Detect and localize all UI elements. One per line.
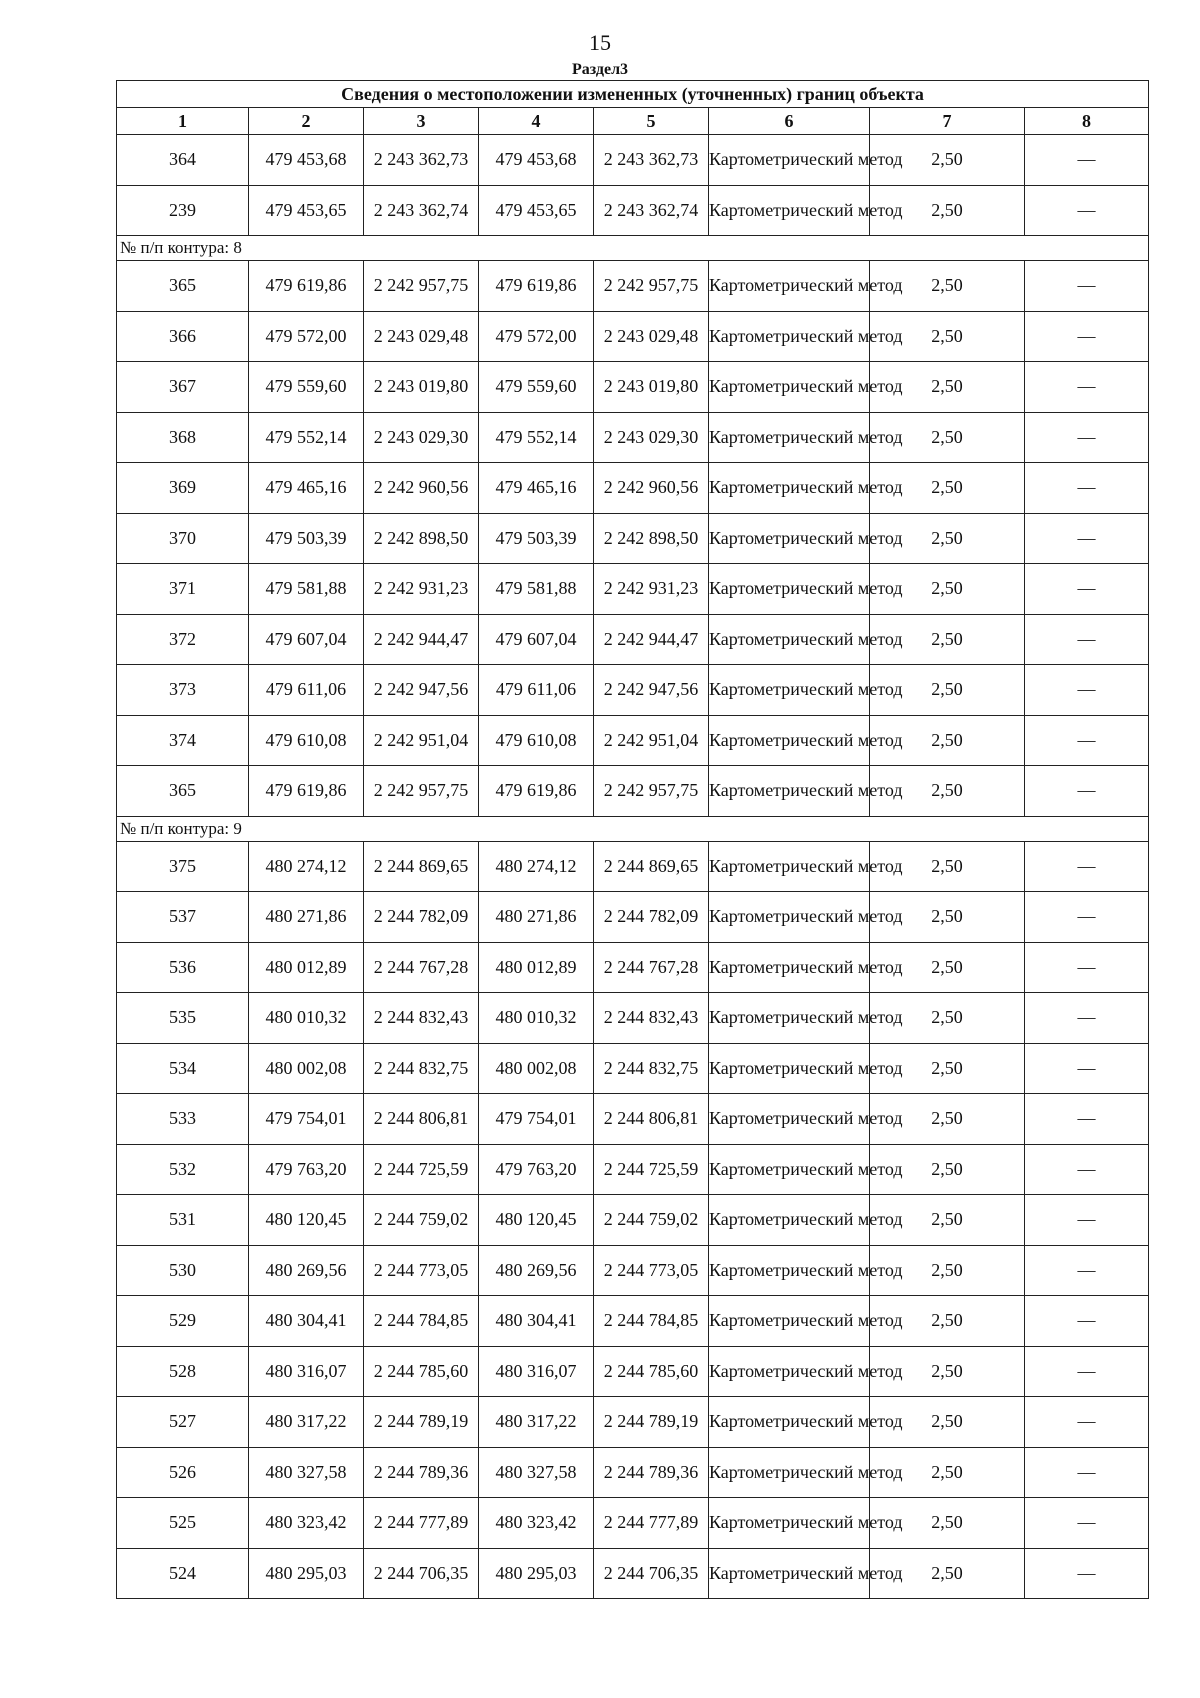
table-row xyxy=(117,841,1149,892)
cell-col-7: 2,50 xyxy=(870,1043,1025,1094)
contour-label: № п/п контура: 9 xyxy=(117,816,1149,841)
column-header-4: 4 xyxy=(479,108,594,135)
cell-col-4: 480 317,22 xyxy=(479,1397,594,1448)
cell-col-7: 2,50 xyxy=(870,766,1025,817)
cell-col-1: 369 xyxy=(117,463,249,514)
cell-col-3: 2 244 789,19 xyxy=(364,1397,479,1448)
cell-col-2: 479 619,86 xyxy=(249,766,364,817)
cell-col-3: 2 242 898,50 xyxy=(364,513,479,564)
cell-col-7: 2,50 xyxy=(870,1447,1025,1498)
cell-col-5: 2 244 785,60 xyxy=(594,1346,709,1397)
column-header-7: 7 xyxy=(870,108,1025,135)
cell-col-6: Картометрический метод xyxy=(709,185,870,236)
cell-col-8: — xyxy=(1025,1346,1149,1397)
cell-col-2: 479 453,65 xyxy=(249,185,364,236)
column-header-8: 8 xyxy=(1025,108,1149,135)
page-number: 15 xyxy=(589,30,611,55)
table-row xyxy=(117,1296,1149,1347)
cell-col-7: 2,50 xyxy=(870,135,1025,186)
cell-col-1: 368 xyxy=(117,412,249,463)
cell-col-1: 533 xyxy=(117,1094,249,1145)
table-row xyxy=(117,1397,1149,1448)
cell-col-1: 530 xyxy=(117,1245,249,1296)
cell-col-2: 480 304,41 xyxy=(249,1296,364,1347)
cell-col-6: Картометрический метод xyxy=(709,1548,870,1599)
cell-col-2: 479 619,86 xyxy=(249,261,364,312)
cell-col-4: 480 323,42 xyxy=(479,1498,594,1549)
cell-col-1: 527 xyxy=(117,1397,249,1448)
cell-col-1: 374 xyxy=(117,715,249,766)
table-row xyxy=(117,362,1149,413)
cell-col-5: 2 242 944,47 xyxy=(594,614,709,665)
cell-col-8: — xyxy=(1025,766,1149,817)
cell-col-7: 2,50 xyxy=(870,1296,1025,1347)
cell-col-6: Картометрический метод xyxy=(709,1296,870,1347)
table-row xyxy=(117,1245,1149,1296)
cell-col-1: 535 xyxy=(117,993,249,1044)
cell-col-7: 2,50 xyxy=(870,614,1025,665)
cell-col-1: 239 xyxy=(117,185,249,236)
cell-col-5: 2 242 960,56 xyxy=(594,463,709,514)
cell-col-8: — xyxy=(1025,463,1149,514)
cell-col-6: Картометрический метод xyxy=(709,1346,870,1397)
cell-col-4: 479 453,68 xyxy=(479,135,594,186)
cell-col-7: 2,50 xyxy=(870,1094,1025,1145)
cell-col-5: 2 244 832,75 xyxy=(594,1043,709,1094)
cell-col-8: — xyxy=(1025,1195,1149,1246)
cell-col-6: Картометрический метод xyxy=(709,841,870,892)
cell-col-5: 2 242 951,04 xyxy=(594,715,709,766)
cell-col-6: Картометрический метод xyxy=(709,1195,870,1246)
cell-col-2: 480 271,86 xyxy=(249,892,364,943)
cell-col-6: Картометрический метод xyxy=(709,135,870,186)
cell-col-3: 2 242 944,47 xyxy=(364,614,479,665)
table-row xyxy=(117,993,1149,1044)
cell-col-6: Картометрический метод xyxy=(709,1447,870,1498)
cell-col-6: Картометрический метод xyxy=(709,993,870,1044)
table-row xyxy=(117,715,1149,766)
cell-col-6: Картометрический метод xyxy=(709,513,870,564)
cell-col-7: 2,50 xyxy=(870,1195,1025,1246)
column-header-6: 6 xyxy=(709,108,870,135)
cell-col-1: 367 xyxy=(117,362,249,413)
cell-col-6: Картометрический метод xyxy=(709,892,870,943)
contour-row xyxy=(117,816,1149,841)
cell-col-2: 480 327,58 xyxy=(249,1447,364,1498)
cell-col-4: 479 611,06 xyxy=(479,665,594,716)
cell-col-6: Картометрический метод xyxy=(709,1144,870,1195)
cell-col-8: — xyxy=(1025,942,1149,993)
cell-col-1: 372 xyxy=(117,614,249,665)
cell-col-5: 2 243 362,74 xyxy=(594,185,709,236)
cell-col-6: Картометрический метод xyxy=(709,261,870,312)
cell-col-2: 479 453,68 xyxy=(249,135,364,186)
table-row xyxy=(117,412,1149,463)
table-row xyxy=(117,1043,1149,1094)
cell-col-1: 375 xyxy=(117,841,249,892)
table-row xyxy=(117,1094,1149,1145)
cell-col-7: 2,50 xyxy=(870,261,1025,312)
cell-col-1: 537 xyxy=(117,892,249,943)
cell-col-3: 2 242 947,56 xyxy=(364,665,479,716)
cell-col-4: 479 465,16 xyxy=(479,463,594,514)
cell-col-7: 2,50 xyxy=(870,1144,1025,1195)
cell-col-4: 479 754,01 xyxy=(479,1094,594,1145)
cell-col-2: 480 274,12 xyxy=(249,841,364,892)
column-header-5: 5 xyxy=(594,108,709,135)
cell-col-2: 480 120,45 xyxy=(249,1195,364,1246)
cell-col-7: 2,50 xyxy=(870,412,1025,463)
cell-col-7: 2,50 xyxy=(870,841,1025,892)
table-row xyxy=(117,1144,1149,1195)
cell-col-8: — xyxy=(1025,261,1149,312)
cell-col-4: 480 012,89 xyxy=(479,942,594,993)
cell-col-5: 2 242 947,56 xyxy=(594,665,709,716)
cell-col-3: 2 244 869,65 xyxy=(364,841,479,892)
cell-col-2: 479 503,39 xyxy=(249,513,364,564)
cell-col-3: 2 243 362,73 xyxy=(364,135,479,186)
cell-col-7: 2,50 xyxy=(870,665,1025,716)
cell-col-8: — xyxy=(1025,135,1149,186)
cell-col-2: 479 763,20 xyxy=(249,1144,364,1195)
cell-col-7: 2,50 xyxy=(870,715,1025,766)
cell-col-5: 2 242 957,75 xyxy=(594,261,709,312)
cell-col-1: 373 xyxy=(117,665,249,716)
cell-col-4: 479 763,20 xyxy=(479,1144,594,1195)
cell-col-5: 2 244 777,89 xyxy=(594,1498,709,1549)
cell-col-4: 480 316,07 xyxy=(479,1346,594,1397)
cell-col-8: — xyxy=(1025,892,1149,943)
cell-col-4: 479 619,86 xyxy=(479,766,594,817)
table-row xyxy=(117,513,1149,564)
table-row xyxy=(117,1548,1149,1599)
cell-col-1: 365 xyxy=(117,766,249,817)
column-header-2: 2 xyxy=(249,108,364,135)
cell-col-4: 480 120,45 xyxy=(479,1195,594,1246)
cell-col-6: Картометрический метод xyxy=(709,463,870,514)
cell-col-8: — xyxy=(1025,1447,1149,1498)
cell-col-8: — xyxy=(1025,665,1149,716)
cell-col-5: 2 244 773,05 xyxy=(594,1245,709,1296)
cell-col-7: 2,50 xyxy=(870,513,1025,564)
cell-col-2: 480 010,32 xyxy=(249,993,364,1044)
cell-col-2: 479 559,60 xyxy=(249,362,364,413)
cell-col-5: 2 242 931,23 xyxy=(594,564,709,615)
cell-col-2: 480 269,56 xyxy=(249,1245,364,1296)
cell-col-2: 479 572,00 xyxy=(249,311,364,362)
cell-col-6: Картометрический метод xyxy=(709,665,870,716)
table-row xyxy=(117,766,1149,817)
cell-col-8: — xyxy=(1025,1144,1149,1195)
cell-col-3: 2 244 789,36 xyxy=(364,1447,479,1498)
cell-col-3: 2 244 725,59 xyxy=(364,1144,479,1195)
cell-col-5: 2 244 832,43 xyxy=(594,993,709,1044)
cell-col-1: 370 xyxy=(117,513,249,564)
cell-col-1: 534 xyxy=(117,1043,249,1094)
cell-col-3: 2 244 784,85 xyxy=(364,1296,479,1347)
cell-col-3: 2 243 362,74 xyxy=(364,185,479,236)
cell-col-3: 2 244 785,60 xyxy=(364,1346,479,1397)
cell-col-6: Картометрический метод xyxy=(709,614,870,665)
cell-col-3: 2 244 832,43 xyxy=(364,993,479,1044)
cell-col-5: 2 244 869,65 xyxy=(594,841,709,892)
table-caption: Сведения о местоположении измененных (уточненных) границ объекта xyxy=(117,81,1149,108)
cell-col-3: 2 244 773,05 xyxy=(364,1245,479,1296)
cell-col-3: 2 244 832,75 xyxy=(364,1043,479,1094)
cell-col-3: 2 244 706,35 xyxy=(364,1548,479,1599)
cell-col-8: — xyxy=(1025,412,1149,463)
cell-col-4: 479 572,00 xyxy=(479,311,594,362)
cell-col-2: 480 002,08 xyxy=(249,1043,364,1094)
cell-col-6: Картометрический метод xyxy=(709,715,870,766)
cell-col-7: 2,50 xyxy=(870,185,1025,236)
cell-col-3: 2 242 931,23 xyxy=(364,564,479,615)
cell-col-7: 2,50 xyxy=(870,463,1025,514)
cell-col-4: 480 010,32 xyxy=(479,993,594,1044)
cell-col-2: 479 581,88 xyxy=(249,564,364,615)
cell-col-5: 2 244 706,35 xyxy=(594,1548,709,1599)
cell-col-7: 2,50 xyxy=(870,362,1025,413)
cell-col-1: 528 xyxy=(117,1346,249,1397)
cell-col-6: Картометрический метод xyxy=(709,362,870,413)
cell-col-8: — xyxy=(1025,311,1149,362)
cell-col-6: Картометрический метод xyxy=(709,311,870,362)
cell-col-4: 479 610,08 xyxy=(479,715,594,766)
contour-row xyxy=(117,236,1149,261)
cell-col-6: Картометрический метод xyxy=(709,1245,870,1296)
cell-col-5: 2 243 029,48 xyxy=(594,311,709,362)
cell-col-7: 2,50 xyxy=(870,892,1025,943)
cell-col-4: 479 552,14 xyxy=(479,412,594,463)
cell-col-1: 524 xyxy=(117,1548,249,1599)
cell-col-2: 479 552,14 xyxy=(249,412,364,463)
cell-col-2: 479 607,04 xyxy=(249,614,364,665)
cell-col-4: 480 271,86 xyxy=(479,892,594,943)
cell-col-7: 2,50 xyxy=(870,311,1025,362)
cell-col-6: Картометрический метод xyxy=(709,1043,870,1094)
cell-col-3: 2 242 957,75 xyxy=(364,261,479,312)
cell-col-2: 480 012,89 xyxy=(249,942,364,993)
cell-col-7: 2,50 xyxy=(870,1548,1025,1599)
cell-col-7: 2,50 xyxy=(870,564,1025,615)
cell-col-8: — xyxy=(1025,715,1149,766)
cell-col-3: 2 244 806,81 xyxy=(364,1094,479,1145)
cell-col-6: Картометрический метод xyxy=(709,942,870,993)
cell-col-5: 2 243 019,80 xyxy=(594,362,709,413)
cell-col-2: 479 465,16 xyxy=(249,463,364,514)
cell-col-5: 2 242 957,75 xyxy=(594,766,709,817)
cell-col-8: — xyxy=(1025,1094,1149,1145)
table-row xyxy=(117,311,1149,362)
cell-col-1: 525 xyxy=(117,1498,249,1549)
cell-col-1: 536 xyxy=(117,942,249,993)
coordinates-table xyxy=(116,80,1149,1599)
table-row xyxy=(117,261,1149,312)
cell-col-7: 2,50 xyxy=(870,1245,1025,1296)
table-row xyxy=(117,463,1149,514)
cell-col-2: 479 611,06 xyxy=(249,665,364,716)
cell-col-8: — xyxy=(1025,1397,1149,1448)
cell-col-4: 480 274,12 xyxy=(479,841,594,892)
table-body xyxy=(117,135,1149,1599)
cell-col-5: 2 244 782,09 xyxy=(594,892,709,943)
cell-col-4: 479 503,39 xyxy=(479,513,594,564)
cell-col-2: 480 317,22 xyxy=(249,1397,364,1448)
cell-col-3: 2 243 019,80 xyxy=(364,362,479,413)
cell-col-5: 2 244 789,36 xyxy=(594,1447,709,1498)
table-row xyxy=(117,892,1149,943)
table-row xyxy=(117,1498,1149,1549)
cell-col-4: 479 581,88 xyxy=(479,564,594,615)
cell-col-5: 2 244 767,28 xyxy=(594,942,709,993)
cell-col-5: 2 244 759,02 xyxy=(594,1195,709,1246)
cell-col-4: 480 327,58 xyxy=(479,1447,594,1498)
cell-col-4: 479 559,60 xyxy=(479,362,594,413)
cell-col-2: 479 610,08 xyxy=(249,715,364,766)
cell-col-6: Картометрический метод xyxy=(709,1498,870,1549)
cell-col-2: 480 316,07 xyxy=(249,1346,364,1397)
table-row xyxy=(117,665,1149,716)
table-row xyxy=(117,1195,1149,1246)
cell-col-3: 2 243 029,48 xyxy=(364,311,479,362)
cell-col-5: 2 244 789,19 xyxy=(594,1397,709,1448)
cell-col-6: Картометрический метод xyxy=(709,1094,870,1145)
cell-col-3: 2 244 767,28 xyxy=(364,942,479,993)
cell-col-4: 479 453,65 xyxy=(479,185,594,236)
cell-col-1: 366 xyxy=(117,311,249,362)
table-row xyxy=(117,1447,1149,1498)
column-header-3: 3 xyxy=(364,108,479,135)
cell-col-7: 2,50 xyxy=(870,942,1025,993)
cell-col-4: 480 304,41 xyxy=(479,1296,594,1347)
cell-col-2: 479 754,01 xyxy=(249,1094,364,1145)
column-header-row xyxy=(117,108,1149,135)
cell-col-8: — xyxy=(1025,513,1149,564)
cell-col-4: 480 269,56 xyxy=(479,1245,594,1296)
cell-col-8: — xyxy=(1025,564,1149,615)
cell-col-6: Картометрический метод xyxy=(709,1397,870,1448)
cell-col-6: Картометрический метод xyxy=(709,412,870,463)
cell-col-1: 364 xyxy=(117,135,249,186)
cell-col-8: — xyxy=(1025,1043,1149,1094)
cell-col-6: Картометрический метод xyxy=(709,766,870,817)
cell-col-8: — xyxy=(1025,185,1149,236)
cell-col-1: 529 xyxy=(117,1296,249,1347)
cell-col-1: 365 xyxy=(117,261,249,312)
cell-col-8: — xyxy=(1025,1548,1149,1599)
cell-col-5: 2 244 784,85 xyxy=(594,1296,709,1347)
column-header-1: 1 xyxy=(117,108,249,135)
section-title: Раздел3 xyxy=(571,61,629,78)
cell-col-8: — xyxy=(1025,362,1149,413)
cell-col-3: 2 244 782,09 xyxy=(364,892,479,943)
table-row xyxy=(117,185,1149,236)
cell-col-2: 480 295,03 xyxy=(249,1548,364,1599)
cell-col-4: 480 002,08 xyxy=(479,1043,594,1094)
cell-col-1: 371 xyxy=(117,564,249,615)
cell-col-8: — xyxy=(1025,993,1149,1044)
cell-col-7: 2,50 xyxy=(870,1346,1025,1397)
cell-col-3: 2 242 951,04 xyxy=(364,715,479,766)
cell-col-5: 2 244 725,59 xyxy=(594,1144,709,1195)
cell-col-3: 2 242 957,75 xyxy=(364,766,479,817)
table-row xyxy=(117,1346,1149,1397)
cell-col-1: 532 xyxy=(117,1144,249,1195)
cell-col-3: 2 244 759,02 xyxy=(364,1195,479,1246)
cell-col-4: 479 607,04 xyxy=(479,614,594,665)
table-row xyxy=(117,942,1149,993)
cell-col-1: 526 xyxy=(117,1447,249,1498)
table-row xyxy=(117,564,1149,615)
cell-col-8: — xyxy=(1025,1245,1149,1296)
cell-col-4: 480 295,03 xyxy=(479,1548,594,1599)
cell-col-8: — xyxy=(1025,614,1149,665)
cell-col-2: 480 323,42 xyxy=(249,1498,364,1549)
cell-col-8: — xyxy=(1025,841,1149,892)
cell-col-7: 2,50 xyxy=(870,1397,1025,1448)
cell-col-4: 479 619,86 xyxy=(479,261,594,312)
cell-col-7: 2,50 xyxy=(870,993,1025,1044)
cell-col-3: 2 243 029,30 xyxy=(364,412,479,463)
cell-col-8: — xyxy=(1025,1498,1149,1549)
table-row xyxy=(117,614,1149,665)
cell-col-5: 2 243 029,30 xyxy=(594,412,709,463)
cell-col-5: 2 242 898,50 xyxy=(594,513,709,564)
cell-col-3: 2 242 960,56 xyxy=(364,463,479,514)
table-row xyxy=(117,135,1149,186)
cell-col-8: — xyxy=(1025,1296,1149,1347)
cell-col-5: 2 243 362,73 xyxy=(594,135,709,186)
contour-label: № п/п контура: 8 xyxy=(117,236,1149,261)
cell-col-3: 2 244 777,89 xyxy=(364,1498,479,1549)
cell-col-6: Картометрический метод xyxy=(709,564,870,615)
cell-col-1: 531 xyxy=(117,1195,249,1246)
cell-col-7: 2,50 xyxy=(870,1498,1025,1549)
cell-col-5: 2 244 806,81 xyxy=(594,1094,709,1145)
